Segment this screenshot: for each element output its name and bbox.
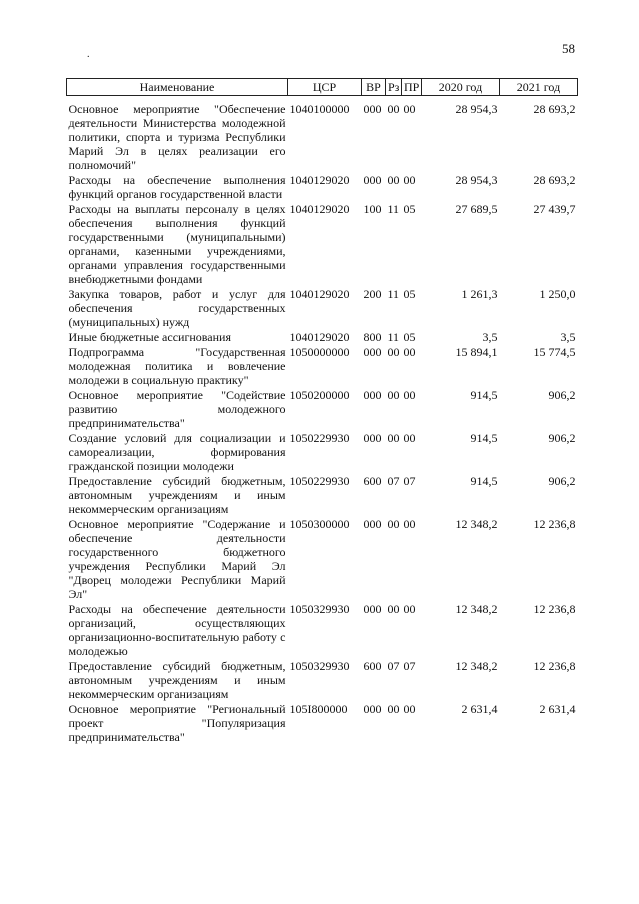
table-header-row xyxy=(67,79,578,96)
row-csr: 1040129020 xyxy=(289,330,350,344)
row-name: Иные бюджетные ассигнования xyxy=(68,330,231,344)
row-amount-2020: 914,5 xyxy=(470,388,498,402)
row-amount-2021: 27 439,7 xyxy=(533,202,576,216)
row-vr: 000 xyxy=(363,345,382,359)
row-pr: 00 xyxy=(403,517,416,531)
row-amount-2020: 12 348,2 xyxy=(455,517,498,531)
row-amount-2020: 28 954,3 xyxy=(455,102,498,116)
row-name: Расходы на выплаты персоналу в целях обеспечения выполнения функций государственными (муниципальными) органами, казенными учреждениями, органами управления государственными внебюджетными фондами xyxy=(68,202,286,286)
row-amount-2021: 906,2 xyxy=(548,474,576,488)
row-csr: 1050329930 xyxy=(289,602,350,616)
row-amount-2021: 3,5 xyxy=(560,330,576,344)
row-amount-2021: 1 250,0 xyxy=(539,287,576,301)
row-name: Расходы на обеспечение деятельности организаций, осуществляющих организационно-воспитательную работу с молодежью xyxy=(68,602,286,658)
row-amount-2020: 3,5 xyxy=(482,330,498,344)
row-vr: 000 xyxy=(363,173,382,187)
row-amount-2020: 28 954,3 xyxy=(455,173,498,187)
page-number: 58 xyxy=(562,41,575,56)
row-rz: 07 xyxy=(387,474,400,488)
col-header-csr: ЦСР xyxy=(288,79,362,96)
row-amount-2020: 12 348,2 xyxy=(455,659,498,673)
row-amount-2021: 12 236,8 xyxy=(533,602,576,616)
table-row xyxy=(67,388,578,431)
col-header-pr: ПР xyxy=(402,79,422,96)
row-name: Основное мероприятие "Содержание и обеспечение деятельности государственного бюджетного учреждения Республики Марий Эл "Дворец молодежи Республики Марий Эл" xyxy=(68,517,286,601)
row-rz: 00 xyxy=(387,517,400,531)
table-row xyxy=(67,602,578,659)
row-vr: 000 xyxy=(363,102,382,116)
row-name: Основное мероприятие "Содействие развитию молодежного предпринимательства" xyxy=(68,388,286,430)
row-rz: 00 xyxy=(387,345,400,359)
row-pr: 05 xyxy=(403,330,416,344)
row-name: Основное мероприятие "Региональный проект "Популяризация предпринимательства" xyxy=(68,702,286,744)
row-vr: 000 xyxy=(363,702,382,716)
row-amount-2021: 15 774,5 xyxy=(533,345,576,359)
row-vr: 000 xyxy=(363,602,382,616)
row-amount-2021: 12 236,8 xyxy=(533,517,576,531)
table-row xyxy=(67,96,578,174)
row-amount-2021: 12 236,8 xyxy=(533,659,576,673)
row-amount-2021: 906,2 xyxy=(548,388,576,402)
budget-table xyxy=(66,78,578,745)
row-vr: 100 xyxy=(363,202,382,216)
row-rz: 00 xyxy=(387,102,400,116)
row-amount-2020: 914,5 xyxy=(470,431,498,445)
row-csr: 1040129020 xyxy=(289,202,350,216)
row-pr: 00 xyxy=(403,345,416,359)
row-amount-2020: 1 261,3 xyxy=(461,287,498,301)
row-name: Закупка товаров, работ и услуг для обеспечения государственных (муниципальных) нужд xyxy=(68,287,286,329)
row-amount-2021: 28 693,2 xyxy=(533,173,576,187)
row-vr: 000 xyxy=(363,431,382,445)
row-pr: 00 xyxy=(403,431,416,445)
row-csr: 1050300000 xyxy=(289,517,350,531)
row-rz: 00 xyxy=(387,173,400,187)
col-header-rz: Рз xyxy=(386,79,402,96)
row-pr: 00 xyxy=(403,173,416,187)
row-name: Основное мероприятие "Обеспечение деятельности Министерства молодежной политики, спорта и туризма Республики Марий Эл в целях реализации его полномочий" xyxy=(68,102,286,172)
row-name: Расходы на обеспечение выполнения функций органов государственной власти xyxy=(68,173,286,201)
row-amount-2020: 2 631,4 xyxy=(461,702,498,716)
row-amount-2020: 12 348,2 xyxy=(455,602,498,616)
row-name: Создание условий для социализации и самореализации, формирования гражданской позиции молодежи xyxy=(68,431,286,473)
row-vr: 000 xyxy=(363,388,382,402)
row-amount-2021: 2 631,4 xyxy=(539,702,576,716)
row-pr: 00 xyxy=(403,102,416,116)
row-name: Предоставление субсидий бюджетным, автономным учреждениям и иным некоммерческим организациям xyxy=(68,474,286,516)
row-name: Подпрограмма "Государственная молодежная политика и вовлечение молодежи в социальную практику" xyxy=(68,345,286,387)
row-csr: 1040129020 xyxy=(289,173,350,187)
row-amount-2020: 27 689,5 xyxy=(455,202,498,216)
table-row xyxy=(67,474,578,517)
col-header-name: Наименование xyxy=(67,79,288,96)
table-row xyxy=(67,702,578,745)
table-row xyxy=(67,287,578,330)
col-header-2021: 2021 год xyxy=(500,79,578,96)
row-rz: 11 xyxy=(387,330,400,344)
col-header-vr: ВР xyxy=(362,79,386,96)
table-row xyxy=(67,173,578,202)
row-pr: 07 xyxy=(403,659,416,673)
row-amount-2020: 15 894,1 xyxy=(455,345,498,359)
row-vr: 800 xyxy=(363,330,382,344)
row-rz: 07 xyxy=(387,659,400,673)
row-csr: 1050229930 xyxy=(289,431,350,445)
row-csr: 1050229930 xyxy=(289,474,350,488)
row-csr: 1050200000 xyxy=(289,388,350,402)
table-row xyxy=(67,202,578,287)
row-amount-2020: 914,5 xyxy=(470,474,498,488)
table-row xyxy=(67,345,578,388)
row-vr: 200 xyxy=(363,287,382,301)
row-rz: 11 xyxy=(387,202,400,216)
row-amount-2021: 906,2 xyxy=(548,431,576,445)
row-rz: 00 xyxy=(387,602,400,616)
row-csr: 1050329930 xyxy=(289,659,350,673)
row-rz: 00 xyxy=(387,431,400,445)
col-header-2020: 2020 год xyxy=(422,79,500,96)
row-vr: 600 xyxy=(363,474,382,488)
table-row xyxy=(67,517,578,602)
row-amount-2021: 28 693,2 xyxy=(533,102,576,116)
row-vr: 000 xyxy=(363,517,382,531)
row-csr: 105I800000 xyxy=(289,702,348,716)
table-row xyxy=(67,659,578,702)
table-row xyxy=(67,431,578,474)
row-pr: 05 xyxy=(403,287,416,301)
row-vr: 600 xyxy=(363,659,382,673)
row-csr: 1040129020 xyxy=(289,287,350,301)
row-pr: 00 xyxy=(403,602,416,616)
row-pr: 05 xyxy=(403,202,416,216)
row-name: Предоставление субсидий бюджетным, автономным учреждениям и иным некоммерческим организациям xyxy=(68,659,286,701)
row-csr: 1050000000 xyxy=(289,345,350,359)
row-csr: 1040100000 xyxy=(289,102,350,116)
row-pr: 07 xyxy=(403,474,416,488)
row-pr: 00 xyxy=(403,388,416,402)
row-pr: 00 xyxy=(403,702,416,716)
table-row xyxy=(67,330,578,345)
margin-mark: . xyxy=(87,49,90,60)
row-rz: 11 xyxy=(387,287,400,301)
row-rz: 00 xyxy=(387,702,400,716)
row-rz: 00 xyxy=(387,388,400,402)
